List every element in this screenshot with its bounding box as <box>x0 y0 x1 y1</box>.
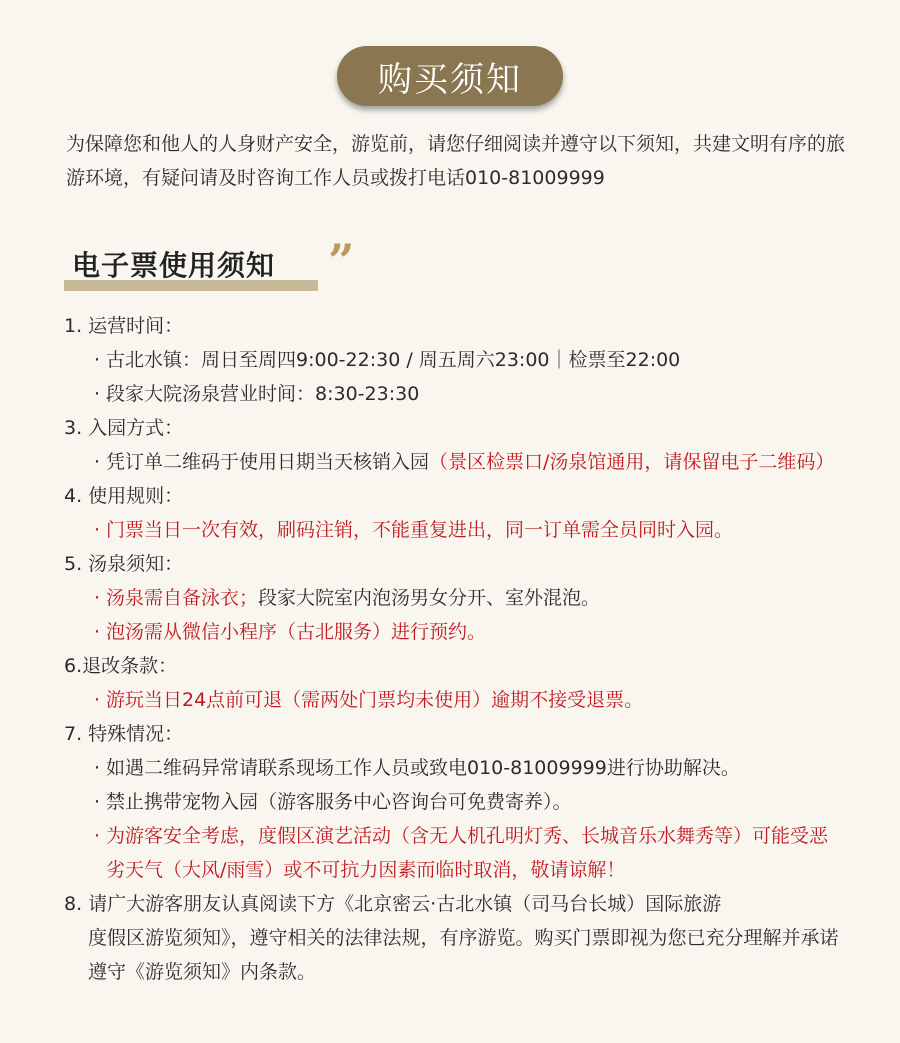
rule-bullet <box>64 581 854 615</box>
bullet-icon: · <box>93 383 101 405</box>
rule-bullet: · 为游客安全考虑，度假区演艺活动（含无人机孔明灯秀、长城音乐水舞秀等）可能受恶劣天气（大风/雨雪）或不可抗力因素而临时取消，敬请谅解！ <box>64 819 854 887</box>
bullet-icon: · <box>93 587 101 609</box>
bullet-icon: · <box>93 349 101 371</box>
rule-heading: 8. 请广大游客朋友认真阅读下方《北京密云·古北水镇（司马台长城）国际旅游 <box>64 893 722 915</box>
bullet-icon: · <box>93 689 101 711</box>
swimwear-note: 汤泉需自备泳衣； <box>106 587 259 609</box>
bullet-icon: · <box>93 757 101 779</box>
rule-bullet: · 门票当日一次有效，刷码注销，不能重复进出，同一订单需全员同时入园。 <box>64 513 854 547</box>
rule-bullet: · 段家大院汤泉营业时间：8:30-23:30 <box>64 377 854 411</box>
rule-bullet: · 禁止携带宠物入园（游客服务中心咨询台可免费寄养）。 <box>64 785 854 819</box>
rule-heading: 3. 入园方式： <box>64 417 184 439</box>
entry-method-text: 凭订单二维码于使用日期当天核销入园 <box>106 451 430 473</box>
rule-bullet <box>64 445 854 479</box>
rule-bullet: · 如遇二维码异常请联系现场工作人员或致电010-81009999进行协助解决。 <box>64 751 854 785</box>
bullet-icon: · <box>93 791 101 813</box>
bullet-icon: · <box>93 621 101 643</box>
rules-list <box>64 309 854 989</box>
bullet-icon: · <box>93 451 101 473</box>
rule-heading: 5. 汤泉须知： <box>64 553 184 575</box>
title-badge <box>337 46 563 106</box>
rule-bullet: · 泡汤需从微信小程序（古北服务）进行预约。 <box>64 615 854 649</box>
rule-continuation: 度假区游览须知》，遵守相关的法律法规，有序游览。购买门票即视为您已充分理解并承诺遵守《游览须知》内条款。 <box>88 927 839 983</box>
section-title: 电子票使用须知 <box>72 249 276 282</box>
rule-heading: 4. 使用规则： <box>64 485 184 507</box>
rule-heading: 1. 运营时间： <box>64 315 184 337</box>
rule-heading: 6.退改条款： <box>64 655 178 677</box>
bathing-note: 段家大院室内泡汤男女分开、室外混泡。 <box>258 587 601 609</box>
rule-heading: 7. 特殊情况： <box>64 723 184 745</box>
quote-icon: ” <box>328 234 355 288</box>
bullet-icon: · <box>93 825 101 847</box>
page-title: 购买须知 <box>378 59 522 100</box>
bullet-icon: · <box>93 519 101 541</box>
intro-text: 为保障您和他人的人身财产安全，游览前，请您仔细阅读并遵守以下须知，共建文明有序的旅游环境，有疑问请及时咨询工作人员或拨打电话010-81009999 <box>66 133 846 189</box>
section-heading <box>64 234 355 288</box>
entry-method-note: （景区检票口/汤泉馆通用，请保留电子二维码） <box>429 451 835 473</box>
rule-bullet: · 古北水镇：周日至周四9:00-22:30 / 周五周六23:00｜检票至22:00 <box>64 343 854 377</box>
rule-bullet: · 游玩当日24点前可退（需两处门票均未使用）逾期不接受退票。 <box>64 683 854 717</box>
